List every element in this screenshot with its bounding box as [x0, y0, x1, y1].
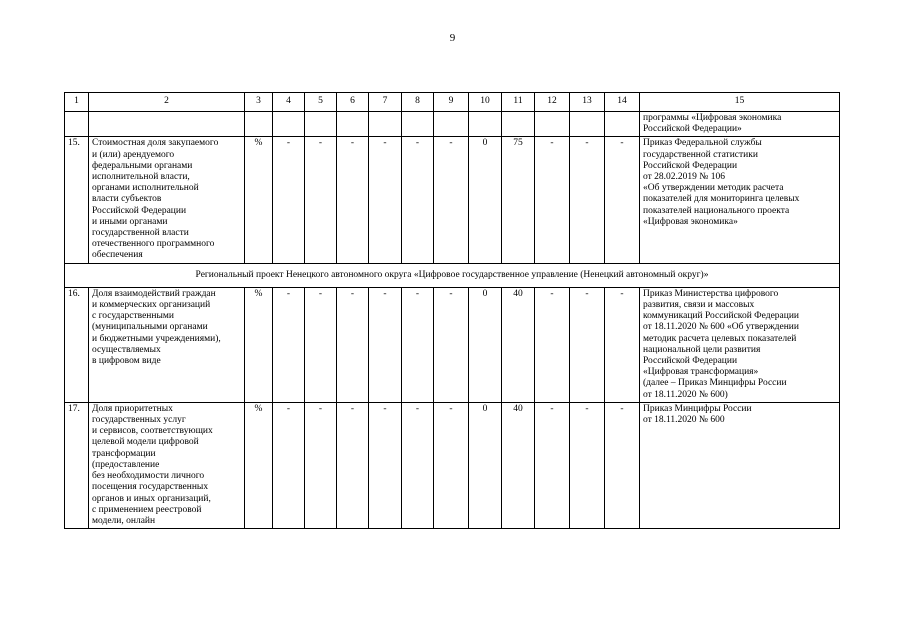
value-cell: -	[570, 137, 605, 263]
indicator-name: Доля приоритетных государственных услуг и сервисов, соответствующих целевой модели цифровой трансформации (предоставление без необходимости личного посещения государственных органов и иных организаций, с применением реестровой модели, онлайн	[89, 402, 245, 528]
value-cell: -	[605, 402, 640, 528]
value-cell: -	[434, 402, 469, 528]
header-cell: 6	[337, 93, 369, 112]
header-cell: 15	[640, 93, 840, 112]
header-cell: 8	[402, 93, 434, 112]
header-cell: 1	[65, 93, 89, 112]
value-cell: 75	[502, 137, 535, 263]
page-number: 9	[449, 32, 456, 44]
header-cell: 5	[305, 93, 337, 112]
table-row	[65, 287, 840, 402]
header-cell: 13	[570, 93, 605, 112]
header-cell: 4	[273, 93, 305, 112]
header-cell: 10	[469, 93, 502, 112]
row-number: 16.	[65, 287, 89, 402]
value-cell: 40	[502, 402, 535, 528]
header-cell: 12	[535, 93, 570, 112]
indicator-name: Стоимостная доля закупаемого и (или) арендуемого федеральными органами исполнительной власти, органами исполнительной власти субъектов Российской Федерации и иными органами государственной власти отечественного программного обеспечения	[89, 137, 245, 263]
value-cell: -	[402, 402, 434, 528]
unit-cell: %	[245, 137, 273, 263]
source-document: Приказ Федеральной службы государственной статистики Российской Федерации от 28.02.2019 № 106 «Об утверждении методик расчета показателей для мониторинга целевых показателей национального проекта «Цифровая экономика»	[640, 137, 840, 263]
value-cell: 0	[469, 137, 502, 263]
value-cell: -	[535, 137, 570, 263]
value-cell: -	[273, 287, 305, 402]
value-cell: -	[570, 402, 605, 528]
section-row	[65, 263, 840, 287]
value-cell: 0	[469, 287, 502, 402]
value-cell: -	[305, 137, 337, 263]
table-row	[65, 137, 840, 263]
header-cell: 7	[369, 93, 402, 112]
value-cell: -	[605, 137, 640, 263]
continuation-row	[65, 112, 840, 137]
source-document: Приказ Минцифры России от 18.11.2020 № 600	[640, 402, 840, 528]
value-cell: 40	[502, 287, 535, 402]
header-row	[65, 93, 840, 112]
unit-cell: %	[245, 402, 273, 528]
indicators-table	[64, 92, 840, 529]
value-cell: -	[402, 137, 434, 263]
value-cell: -	[337, 287, 369, 402]
value-cell: -	[273, 137, 305, 263]
table-row	[65, 402, 840, 528]
value-cell: -	[305, 287, 337, 402]
section-title: Региональный проект Ненецкого автономного округа «Цифровое государственное управление (Ненецкий автономный округ)»	[65, 263, 840, 287]
value-cell: -	[434, 137, 469, 263]
value-cell: -	[337, 402, 369, 528]
row-number: 17.	[65, 402, 89, 528]
continuation-source: программы «Цифровая экономика Российской Федерации»	[640, 112, 840, 137]
value-cell: -	[369, 137, 402, 263]
indicator-name: Доля взаимодействий граждан и коммерческих организаций с государственными (муниципальными органами и бюджетными учреждениями), осуществляемых в цифровом виде	[89, 287, 245, 402]
value-cell: -	[402, 287, 434, 402]
header-cell: 9	[434, 93, 469, 112]
value-cell: -	[305, 402, 337, 528]
value-cell: -	[273, 402, 305, 528]
value-cell: -	[369, 402, 402, 528]
row-number: 15.	[65, 137, 89, 263]
header-cell: 3	[245, 93, 273, 112]
header-cell: 11	[502, 93, 535, 112]
header-cell: 14	[605, 93, 640, 112]
value-cell: -	[337, 137, 369, 263]
value-cell: -	[570, 287, 605, 402]
source-document: Приказ Министерства цифрового развития, связи и массовых коммуникаций Российской Федерации от 18.11.2020 № 600 «Об утверждении методик расчета целевых показателей национальной цели развития Российской Федерации «Цифровая трансформация» (далее – Приказ Минцифры России от 18.11.2020 № 600)	[640, 287, 840, 402]
value-cell: -	[369, 287, 402, 402]
value-cell: -	[434, 287, 469, 402]
value-cell: -	[535, 287, 570, 402]
value-cell: 0	[469, 402, 502, 528]
unit-cell: %	[245, 287, 273, 402]
value-cell: -	[535, 402, 570, 528]
header-cell: 2	[89, 93, 245, 112]
value-cell: -	[605, 287, 640, 402]
